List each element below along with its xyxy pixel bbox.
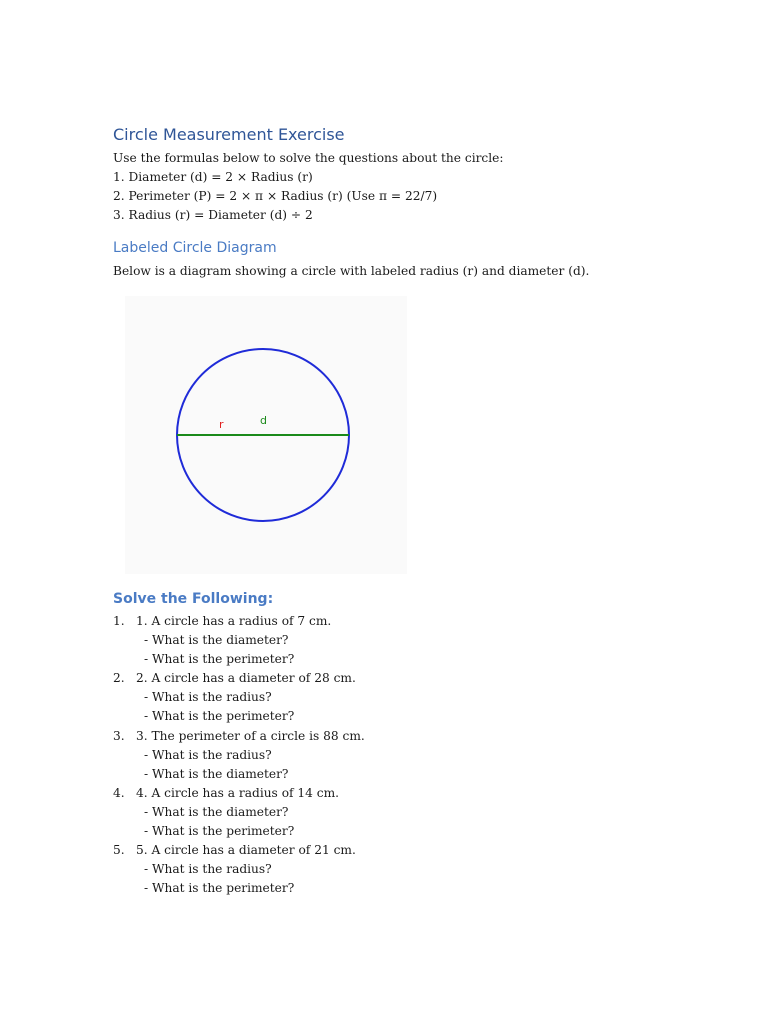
question-subitem: - What is the perimeter?: [144, 709, 295, 723]
question-text: 1. A circle has a radius of 7 cm.: [136, 614, 332, 628]
diagram-heading: Labeled Circle Diagram: [113, 240, 277, 256]
formula-perimeter: 2. Perimeter (P) = 2 × π × Radius (r) (Use π = 22/7): [113, 189, 438, 203]
question-subitem: - What is the diameter?: [144, 633, 289, 647]
question-number: 3.: [113, 729, 125, 743]
question-subitem: - What is the diameter?: [144, 805, 289, 819]
question-text: 2. A circle has a diameter of 28 cm.: [136, 671, 356, 685]
question-subitem: - What is the perimeter?: [144, 824, 295, 838]
question-number: 5.: [113, 843, 125, 857]
question-subitem: - What is the diameter?: [144, 767, 289, 781]
question-subitem: - What is the radius?: [144, 748, 272, 762]
diameter-label: d: [260, 414, 267, 427]
diagram-caption: Below is a diagram showing a circle with labeled radius (r) and diameter (d).: [113, 264, 590, 278]
intro-text: Use the formulas below to solve the questions about the circle:: [113, 151, 504, 165]
question-text: 3. The perimeter of a circle is 88 cm.: [136, 729, 365, 743]
formula-diameter: 1. Diameter (d) = 2 × Radius (r): [113, 170, 313, 184]
question-subitem: - What is the perimeter?: [144, 652, 295, 666]
circle-diagram-svg: [125, 296, 407, 574]
question-number: 1.: [113, 614, 125, 628]
question-subitem: - What is the radius?: [144, 862, 272, 876]
question-subitem: - What is the perimeter?: [144, 881, 295, 895]
circle-diagram: [125, 296, 407, 574]
solve-heading: Solve the Following:: [113, 591, 274, 607]
question-subitem: - What is the radius?: [144, 690, 272, 704]
question-number: 2.: [113, 671, 125, 685]
question-number: 4.: [113, 786, 125, 800]
formula-radius: 3. Radius (r) = Diameter (d) ÷ 2: [113, 208, 313, 222]
question-text: 5. A circle has a diameter of 21 cm.: [136, 843, 356, 857]
radius-label: r: [219, 418, 224, 431]
question-text: 4. A circle has a radius of 14 cm.: [136, 786, 340, 800]
page-title: Circle Measurement Exercise: [113, 125, 345, 144]
